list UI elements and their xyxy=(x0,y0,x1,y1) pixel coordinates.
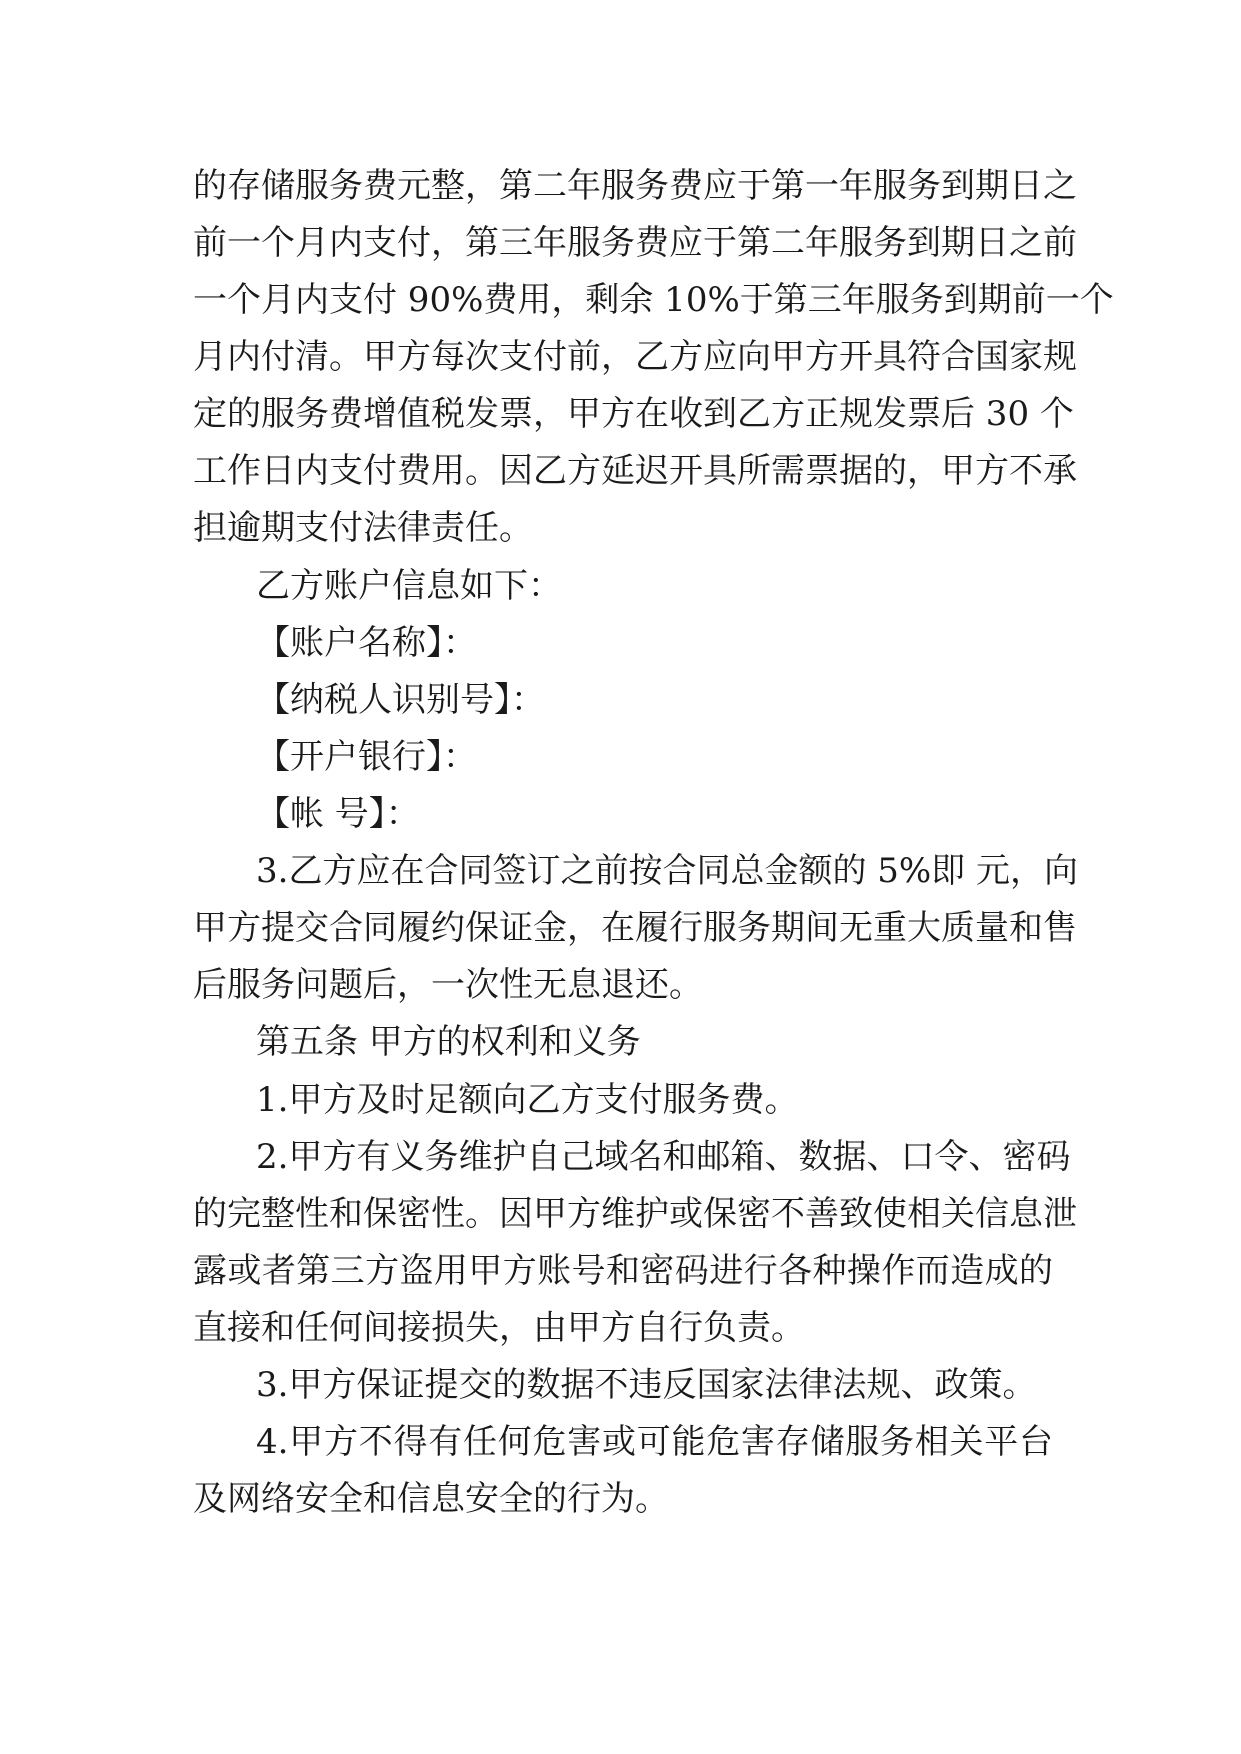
account-number-field: 【帐 号】： xyxy=(256,794,420,834)
bank-field: 【开户银行】： xyxy=(256,737,477,777)
paragraph-line: 露或者第三方盗用甲方账号和密码进行各种操作而造成的 xyxy=(193,1251,1053,1291)
clause-item: 2.甲方有义务维护自己域名和邮箱、数据、口令、密码 xyxy=(256,1137,1071,1177)
paragraph-line: 一个月内支付 90%费用，剩余 10%于第三年服务到期前一个 xyxy=(193,280,1114,320)
clause-item: 4.甲方不得有任何危害或可能危害存储服务相关平台 xyxy=(256,1422,1053,1462)
paragraph-line: 定的服务费增值税发票，甲方在收到乙方正规发票后 30 个 xyxy=(193,394,1074,434)
account-name-field: 【账户名称】： xyxy=(256,623,477,663)
clause-item: 3.乙方应在合同签订之前按合同总金额的 5%即 元，向 xyxy=(256,851,1078,891)
clause-item: 3.甲方保证提交的数据不违反国家法律法规、政策。 xyxy=(256,1365,1037,1405)
taxpayer-id-field: 【纳税人识别号】： xyxy=(256,680,545,720)
paragraph-line: 的存储服务费元整，第二年服务费应于第一年服务到期日之 xyxy=(193,166,1077,206)
paragraph-line: 前一个月内支付，第三年服务费应于第二年服务到期日之前 xyxy=(193,223,1077,263)
paragraph-line: 直接和任何间接损失，由甲方自行负责。 xyxy=(193,1308,805,1348)
paragraph-line: 月内付清。甲方每次支付前，乙方应向甲方开具符合国家规 xyxy=(193,337,1077,377)
account-info-heading: 乙方账户信息如下： xyxy=(256,566,562,606)
paragraph-line: 担逾期支付法律责任。 xyxy=(193,508,533,548)
paragraph-line: 甲方提交合同履约保证金，在履行服务期间无重大质量和售 xyxy=(193,908,1077,948)
paragraph-line: 工作日内支付费用。因乙方延迟开具所需票据的，甲方不承 xyxy=(193,451,1077,491)
clause-item: 1.甲方及时足额向乙方支付服务费。 xyxy=(256,1080,799,1120)
paragraph-line: 及网络安全和信息安全的行为。 xyxy=(193,1479,669,1519)
section-heading: 第五条 甲方的权利和义务 xyxy=(256,1022,641,1062)
paragraph-line: 的完整性和保密性。因甲方维护或保密不善致使相关信息泄 xyxy=(193,1194,1077,1234)
paragraph-line: 后服务问题后，一次性无息退还。 xyxy=(193,965,703,1005)
